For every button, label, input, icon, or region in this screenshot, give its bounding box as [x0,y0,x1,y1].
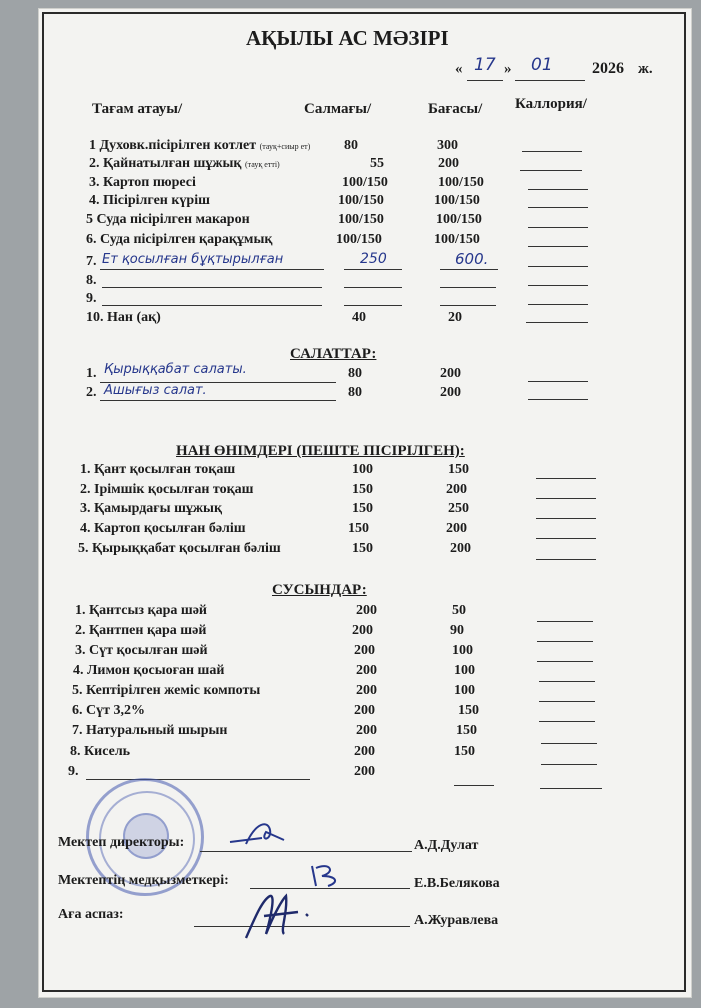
salad-name: Ашығыз салат. [104,383,207,398]
salad-price: 200 [440,366,461,381]
drink-item-price: 50 [452,603,466,618]
menu-item-price: 100/150 [434,193,480,208]
salad-weight: 80 [348,385,362,400]
menu-item-weight: 100/150 [342,175,388,190]
drink-item-number: 9. [68,764,79,779]
calorie-blank [528,189,588,190]
drink-item-weight: 200 [356,603,377,618]
salad-number: 1. [86,366,97,381]
date-day: 17 [474,55,496,75]
bakery-item-weight: 100 [352,462,373,477]
calorie-blank [536,518,596,519]
date-close-quote: » [504,61,512,77]
bakery-item-label: 3. Қамырдағы шұжық [80,501,223,516]
calorie-blank [537,661,593,662]
menu-item-price: 300 [437,138,458,153]
drink-item-label: 8. Кисель [70,744,131,759]
date-suffix: ж. [638,61,653,77]
calorie-blank [536,538,596,539]
drink-item-price: 150 [454,744,475,759]
bakery-item-label: 1. Қант қосылған тоқаш [80,462,236,477]
drink-item-label: 2. Қантпен қара шәй [75,623,207,638]
drink-item-label: 5. Кептірілген жеміс компоты [72,683,261,698]
bakery-item-label: 4. Картоп қосылған бәліш [80,521,246,536]
salad-price: 200 [440,385,461,400]
drink-item-label: 3. Сүт қосылған шәй [75,643,208,658]
date-month: 01 [531,55,553,75]
header-weight: Салмағы/ [304,101,372,117]
calorie-blank [536,559,596,560]
calorie-blank [536,498,596,499]
drinks-title: СУСЫНДАР: [272,582,367,598]
signature-name-chef: А.Журавлева [414,913,499,928]
weight-line [344,269,402,270]
menu-item-label: 4. Пісірілген күріш [89,193,210,208]
name-line [102,287,322,288]
drink-item-price: 90 [450,623,464,638]
menu-item-price: 20 [448,310,462,325]
drink-item-weight: 200 [354,764,375,779]
header-calories: Каллория/ [515,96,587,112]
bakery-item-weight: 150 [352,482,373,497]
bakery-item-label: 5. Қырыққабат қосылған бәліш [78,541,281,556]
menu-item-price: 100/150 [434,232,480,247]
menu-item-weight: 250 [360,251,387,267]
salads-title: САЛАТТАР: [290,346,377,362]
calorie-blank [528,246,588,247]
calorie-blank [522,151,582,152]
bakery-item-weight: 150 [348,521,369,536]
calorie-blank [528,304,588,305]
menu-item-weight: 40 [352,310,366,325]
weight-line [344,287,402,288]
drink-item-price: 100 [454,683,475,698]
price-line [454,785,494,786]
signature-name-director: А.Д.Дулат [414,838,479,853]
calorie-blank [528,399,588,400]
drink-item-weight: 200 [354,744,375,759]
header-name: Тағам атауы/ [92,101,183,117]
drink-item-price: 150 [458,703,479,718]
menu-item-handwritten-name: Ет қосылған бұқтырылған [102,252,284,267]
menu-item-price: 100/150 [438,175,484,190]
price-line [440,305,496,306]
menu-item-weight: 55 [370,156,384,171]
calorie-blank [537,621,593,622]
menu-item-label: 10. Нан (ақ) [86,310,161,325]
bakery-item-price: 200 [446,482,467,497]
menu-item-weight: 80 [344,138,358,153]
name-line [102,305,322,306]
calorie-blank [520,170,582,171]
drink-item-weight: 200 [354,703,375,718]
price-line [440,269,498,270]
nurse-signature [306,860,356,890]
salad-weight: 80 [348,366,362,381]
bakery-item-price: 150 [448,462,469,477]
drink-item-weight: 200 [352,623,373,638]
calorie-blank [528,207,588,208]
salad-name: Қырыққабат салаты. [104,362,247,377]
calorie-blank [541,764,597,765]
menu-item-price: 600. [455,250,489,268]
drink-item-price: 150 [456,723,477,738]
calorie-blank [528,227,588,228]
menu-item-number: 8. [86,273,97,288]
calorie-blank [528,266,588,267]
calorie-blank [537,641,593,642]
menu-item-weight: 100/150 [338,212,384,227]
drink-item-weight: 200 [356,723,377,738]
menu-item-weight: 100/150 [338,193,384,208]
calorie-blank [539,701,595,702]
signature-name-nurse: Е.В.Белякова [414,876,500,891]
price-line [440,287,496,288]
menu-item-weight: 100/150 [336,232,382,247]
drink-item-weight: 200 [356,683,377,698]
calorie-blank [536,478,596,479]
menu-item-label: 3. Картоп пюресі [89,175,196,190]
bakery-title: НАН ӨНІМДЕРІ (ПЕШТЕ ПІСІРІЛГЕН): [176,443,465,459]
drink-item-label: 6. Сүт 3,2% [72,703,145,718]
menu-item-label: 6. Суда пісірілген қарақұмық [86,232,273,247]
calorie-blank [526,322,588,323]
signature-role-chef: Аға аспаз: [58,907,124,922]
calorie-blank [528,381,588,382]
name-line [100,400,336,401]
signature-line [200,851,412,852]
bakery-item-weight: 150 [352,541,373,556]
header-price: Бағасы/ [428,101,483,117]
drink-item-label: 7. Натуральный шырын [72,723,228,738]
director-signature [226,818,296,848]
weight-line [344,305,402,306]
signature-role-nurse: Мектептің медқызметкері: [58,873,229,888]
menu-item-label: 1 Духовк.пісірілген котлет (тауқ+сиыр ет) [89,138,311,153]
drink-item-label: 4. Лимон қосыоған шай [73,663,225,678]
menu-item-number: 9. [86,291,97,306]
name-line [86,779,310,780]
menu-title: АҚЫЛЫ АС МӘЗІРІ [246,26,449,50]
date-open-quote: « [455,61,463,77]
menu-item-label: 2. Қайнатылған шұжық (тауқ етті) [89,156,280,171]
drink-item-price: 100 [454,663,475,678]
date-day-line [467,80,503,81]
drink-item-weight: 200 [354,643,375,658]
chef-signature [240,890,320,944]
calorie-blank [541,743,597,744]
signature-role-director: Мектеп директоры: [58,835,185,850]
calorie-blank [539,721,595,722]
menu-item-number: 7. [86,254,97,269]
bakery-item-price: 200 [450,541,471,556]
calorie-blank [528,285,588,286]
bakery-item-price: 250 [448,501,469,516]
drink-item-label: 1. Қантсыз қара шәй [75,603,207,618]
calorie-blank [539,681,595,682]
calorie-blank [540,788,602,789]
drink-item-price: 100 [452,643,473,658]
menu-item-label: 5 Суда пісірілген макарон [86,212,250,227]
bakery-item-price: 200 [446,521,467,536]
salad-number: 2. [86,385,97,400]
bakery-item-label: 2. Ірімшік қосылған тоқаш [80,482,254,497]
drink-item-weight: 200 [356,663,377,678]
date-month-line [515,80,585,81]
menu-item-price: 100/150 [436,212,482,227]
date-year: 2026 [592,60,624,77]
bakery-item-weight: 150 [352,501,373,516]
name-line [100,269,324,270]
menu-item-price: 200 [438,156,459,171]
